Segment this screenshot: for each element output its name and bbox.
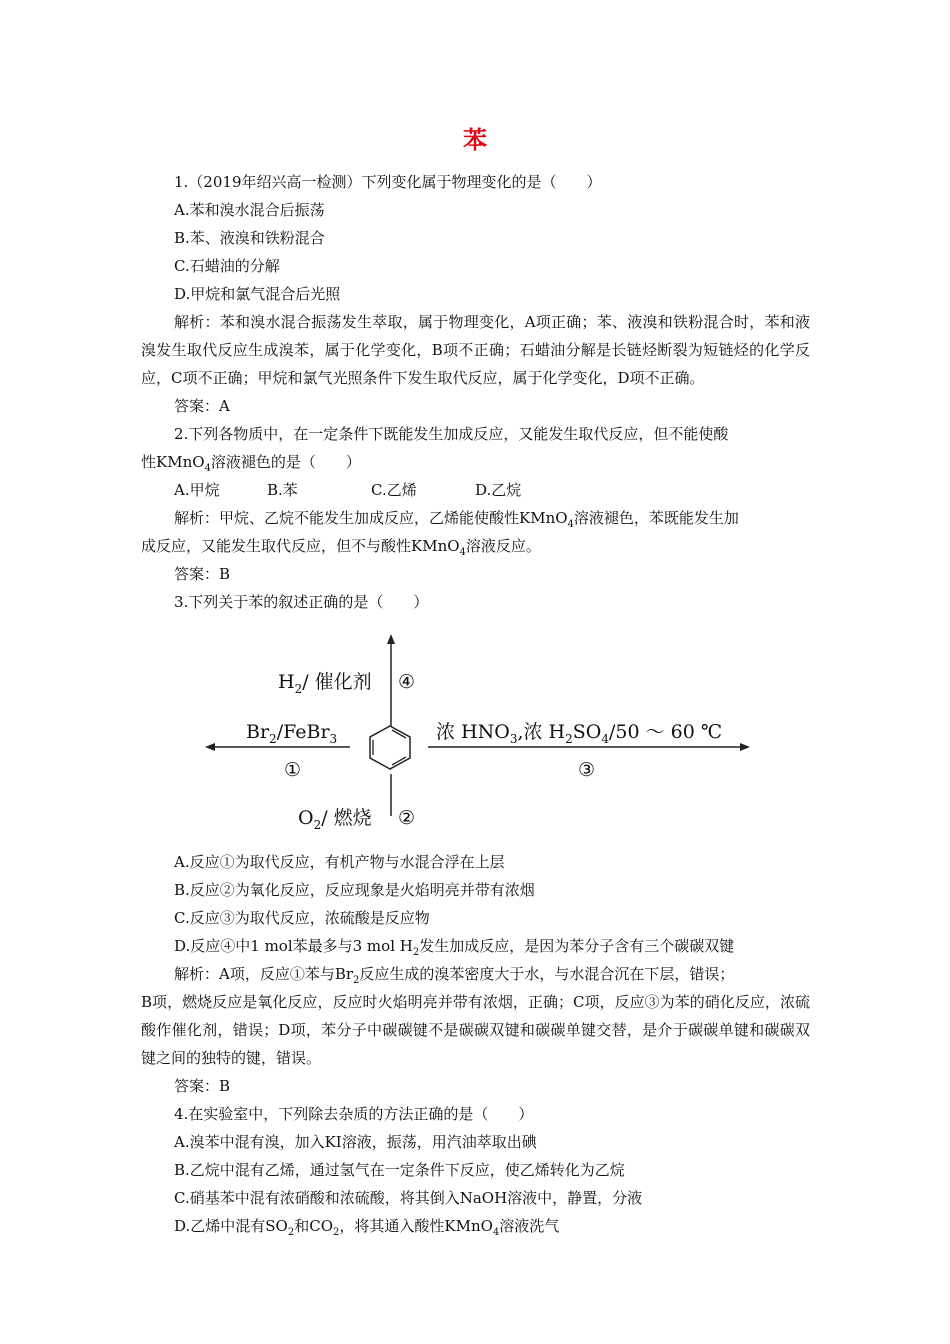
question-2-option-a: A.甲烷 xyxy=(174,481,220,499)
question-4-option-c: C.硝基苯中混有浓硝酸和浓硫酸，将其倒入NaOH溶液中，静置，分液 xyxy=(174,1189,643,1207)
question-4-stem: 4.在实验室中，下列除去杂质的方法正确的是（ ） xyxy=(174,1105,534,1123)
question-3-option-a: A.反应①为取代反应，有机产物与水混合浮在上层 xyxy=(174,853,505,871)
question-1-explanation: 解析：苯和溴水混合振荡发生萃取，属于物理变化，A项正确；苯、液溴和铁粉混合时，苯和液溴发生取代反应生成溴苯，属于化学变化，B项不正确；石蜡油分解是长链烃断裂为短链烃的化学反应，C项不正确；甲烷和氯气光照条件下发生取代反应，属于化学变化，D项不正确。 xyxy=(141,313,810,387)
question-1-option-a: A.苯和溴水混合后振荡 xyxy=(174,201,325,219)
question-2-options xyxy=(174,476,810,504)
question-2-stem-line2: 性KMnO$_4$溶液褪色的是（ ） xyxy=(141,453,361,474)
question-3-option-d: D.反应④中1 mol苯最多与3 mol $H_2$发生加成反应，是因为苯分子含有三个碳碳双键 xyxy=(174,937,735,958)
question-4-option-d: D.乙烯中混有$SO_2$和$CO_2$，将其通入酸性KMnO$_4$溶液洗气 xyxy=(174,1217,560,1238)
question-2-option-b: B.苯 xyxy=(267,481,298,499)
question-1-stem: 1.（2019年绍兴高一检测）下列变化属于物理变化的是（ ） xyxy=(174,173,602,191)
top-reaction-number: ④ xyxy=(398,671,416,693)
question-2-explanation-line1: 解析：甲烷、乙烷不能发生加成反应，乙烯能使酸性KMnO$_4$溶液褪色，苯既能发生加 xyxy=(174,509,739,530)
document-body xyxy=(141,168,810,1240)
page-title: 苯 xyxy=(463,125,487,154)
question-1-option-b: B.苯、液溴和铁粉混合 xyxy=(174,229,325,247)
question-4-option-b: B.乙烷中混有乙烯，通过氢气在一定条件下反应，使乙烯转化为乙烷 xyxy=(174,1161,625,1179)
question-2-option-c: C.乙烯 xyxy=(371,481,417,499)
right-reaction-number: ③ xyxy=(578,759,596,781)
question-2-explanation-line2: 成反应，又能发生取代反应，但不与酸性KMnO$_4$溶液反应。 xyxy=(141,537,541,558)
bottom-reaction-number: ② xyxy=(398,807,416,829)
arrow-up-head xyxy=(387,634,395,644)
benzene-reaction-diagram xyxy=(0,616,950,832)
question-3-option-c: C.反应③为取代反应，浓硫酸是反应物 xyxy=(174,909,430,927)
question-3-answer: 答案：B xyxy=(174,1077,231,1095)
benzene-ring-icon xyxy=(370,726,410,769)
top-reagent-label: $H_2/$ 催化剂 xyxy=(278,671,372,696)
question-2-stem-line1: 2.下列各物质中，在一定条件下既能发生加成反应，又能发生取代反应，但不能使酸 xyxy=(174,425,729,443)
question-3-explanation-line1: 解析：A项，反应①苯与$Br_2$反应生成的溴苯密度大于水，与水混合沉在下层，错误； xyxy=(174,965,735,986)
question-4-option-a: A.溴苯中混有溴，加入KI溶液，振荡，用汽油萃取出碘 xyxy=(174,1133,537,1151)
arrow-left-head xyxy=(205,743,215,751)
question-3-option-b: B.反应②为氧化反应，反应现象是火焰明亮并带有浓烟 xyxy=(174,881,535,899)
question-3-stem: 3.下列关于苯的叙述正确的是（ ） xyxy=(174,593,429,611)
right-reagent-label: 浓 $HNO_3$,浓 $H_2SO_4/50$ ～ 60 ℃ xyxy=(436,721,723,746)
question-1-answer: 答案：A xyxy=(174,397,230,415)
bottom-reagent-label: $O_2/$ 燃烧 xyxy=(298,807,372,832)
arrow-right-head xyxy=(740,743,750,751)
question-2-option-d: D.乙烷 xyxy=(475,481,522,499)
left-reagent-label: $Br_2/FeBr_3$ xyxy=(246,721,338,746)
question-1-option-d: D.甲烷和氯气混合后光照 xyxy=(174,285,341,303)
question-2-answer: 答案：B xyxy=(174,565,231,583)
reaction-arrows xyxy=(0,616,950,816)
question-3-explanation-rest: B项，燃烧反应是氧化反应，反应时火焰明亮并带有浓烟，正确；C项，反应③为苯的硝化反应，浓硫酸作催化剂，错误；D项，苯分子中碳碳键不是碳碳双键和碳碳单键交替，是介于碳碳单键和碳碳双键之间的独特的键，错误。 xyxy=(141,993,810,1067)
left-reaction-number: ① xyxy=(284,759,302,781)
question-1-option-c: C.石蜡油的分解 xyxy=(174,257,280,275)
